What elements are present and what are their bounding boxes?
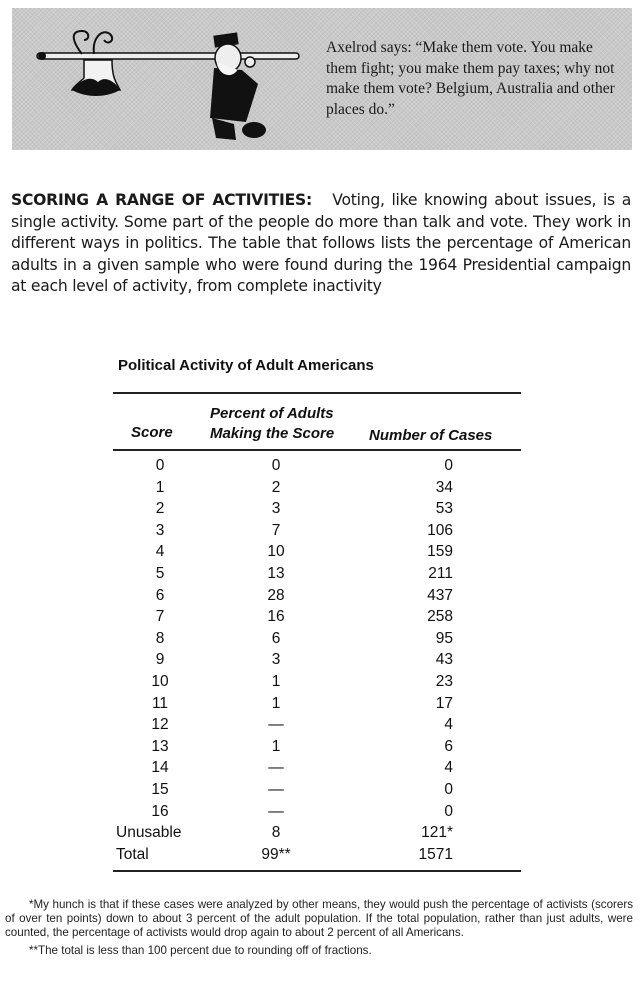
cases-cell: 43 <box>435 651 453 669</box>
cases-cell: 6 <box>444 737 453 755</box>
score-cell: 5 <box>155 564 165 582</box>
header-percent-line2: Making the Score <box>210 425 335 442</box>
header-score: Score <box>131 424 173 441</box>
footnotes <box>5 898 633 962</box>
intro-paragraph <box>11 190 631 298</box>
percent-cell: 8 <box>271 824 281 842</box>
table-row <box>113 608 523 630</box>
score-cell: 8 <box>155 629 165 647</box>
table-row <box>113 479 523 501</box>
score-cell: 15 <box>151 780 169 798</box>
header-cases: Number of Cases <box>369 427 493 444</box>
man-figure-icon <box>210 32 266 140</box>
table-body <box>113 457 523 867</box>
table-row <box>113 738 523 760</box>
table-row <box>113 846 523 868</box>
cases-cell: 159 <box>427 543 453 561</box>
cases-cell: 17 <box>435 694 453 712</box>
score-cell: 4 <box>155 543 165 561</box>
cases-cell: 0 <box>444 457 453 474</box>
table-row <box>113 587 523 609</box>
table-row <box>113 565 523 587</box>
table-row <box>113 673 523 695</box>
percent-cell: 10 <box>267 543 285 561</box>
score-cell: Unusable <box>116 824 182 842</box>
percent-cell: — <box>268 716 284 734</box>
table-row <box>113 781 523 803</box>
table-top-rule <box>113 392 521 394</box>
cases-cell: 258 <box>427 608 453 626</box>
score-cell: 14 <box>151 759 169 777</box>
percent-cell: 6 <box>271 629 281 647</box>
cases-cell: 34 <box>435 478 453 496</box>
header-percent-line1: Percent of Adults <box>210 405 334 422</box>
percent-cell: 1 <box>271 672 281 690</box>
percent-cell: 99** <box>261 845 291 863</box>
table-row <box>113 543 523 565</box>
cases-cell: 1571 <box>418 845 453 863</box>
percent-cell: 16 <box>267 608 285 626</box>
score-cell: 3 <box>155 521 165 539</box>
table-title: Political Activity of Adult Americans <box>118 357 374 374</box>
percent-cell: 3 <box>271 651 281 669</box>
footnote-1: *My hunch is that if these cases were analyzed by other means, they would push the percentage of activists (scorers of over ten points) down to about 3 percent of the adult population. If the total population, rather than just adults, were counted, the percentage of activists would drop again to about 2 percent of all Americans. <box>5 898 633 939</box>
table-row <box>113 522 523 544</box>
table-row <box>113 651 523 673</box>
percent-cell: 13 <box>267 564 285 582</box>
table-row <box>113 457 523 479</box>
cartoon-banner <box>12 8 632 150</box>
score-cell: 11 <box>151 694 169 712</box>
cases-cell: 23 <box>435 672 453 690</box>
table-row <box>113 500 523 522</box>
score-cell: Total <box>116 845 149 863</box>
score-cell: 9 <box>155 651 165 669</box>
intro-body: Voting, like knowing about issues, is a single activity. Some part of the people do more than talk and vote. They work in different ways in politics. The table that follows lists the percentage of American adults in a given sample who were found during the 1964 Presidential campaign at each level of activity, from complete inactivity <box>11 191 631 295</box>
score-cell: 2 <box>155 500 165 518</box>
cases-cell: 53 <box>435 500 453 518</box>
score-cell: 16 <box>151 802 169 820</box>
cases-cell: 4 <box>444 716 453 734</box>
cases-cell: 121* <box>421 824 453 842</box>
cases-cell: 0 <box>444 802 453 820</box>
percent-cell: — <box>268 780 284 798</box>
cases-cell: 4 <box>444 759 453 777</box>
cases-cell: 0 <box>444 780 453 798</box>
score-cell: 12 <box>151 716 169 734</box>
halberd-icon <box>37 31 299 96</box>
score-cell: 7 <box>155 608 165 626</box>
score-cell: 0 <box>155 457 165 474</box>
table-row <box>113 803 523 825</box>
percent-cell: 28 <box>267 586 285 604</box>
cases-cell: 95 <box>435 629 453 647</box>
percent-cell: 1 <box>271 694 281 712</box>
section-heading: SCORING A RANGE OF ACTIVITIES: <box>11 191 312 209</box>
score-cell: 1 <box>155 478 165 496</box>
cases-cell: 437 <box>427 586 453 604</box>
cases-cell: 106 <box>427 521 453 539</box>
percent-cell: 0 <box>271 457 281 474</box>
table-row <box>113 695 523 717</box>
percent-cell: — <box>268 759 284 777</box>
percent-cell: 2 <box>271 478 281 496</box>
score-cell: 6 <box>155 586 165 604</box>
score-cell: 13 <box>151 737 169 755</box>
score-cell: 10 <box>151 672 169 690</box>
table-row <box>113 824 523 846</box>
percent-cell: 3 <box>271 500 281 518</box>
table-row <box>113 716 523 738</box>
footnote-2: **The total is less than 100 percent due to rounding off of fractions. <box>29 944 372 957</box>
cartoon-illustration <box>32 26 302 146</box>
table-bottom-rule <box>113 870 521 872</box>
axelrod-quote: Axelrod says: “Make them vote. You make them fight; you make them pay taxes; why not make them vote? Belgium, Australia and other places do.” <box>326 39 615 118</box>
percent-cell: 7 <box>271 521 281 539</box>
table-row <box>113 759 523 781</box>
table-row <box>113 630 523 652</box>
cases-cell: 211 <box>428 564 453 582</box>
percent-cell: — <box>268 802 284 820</box>
percent-cell: 1 <box>271 737 281 755</box>
header-rule <box>113 449 521 451</box>
